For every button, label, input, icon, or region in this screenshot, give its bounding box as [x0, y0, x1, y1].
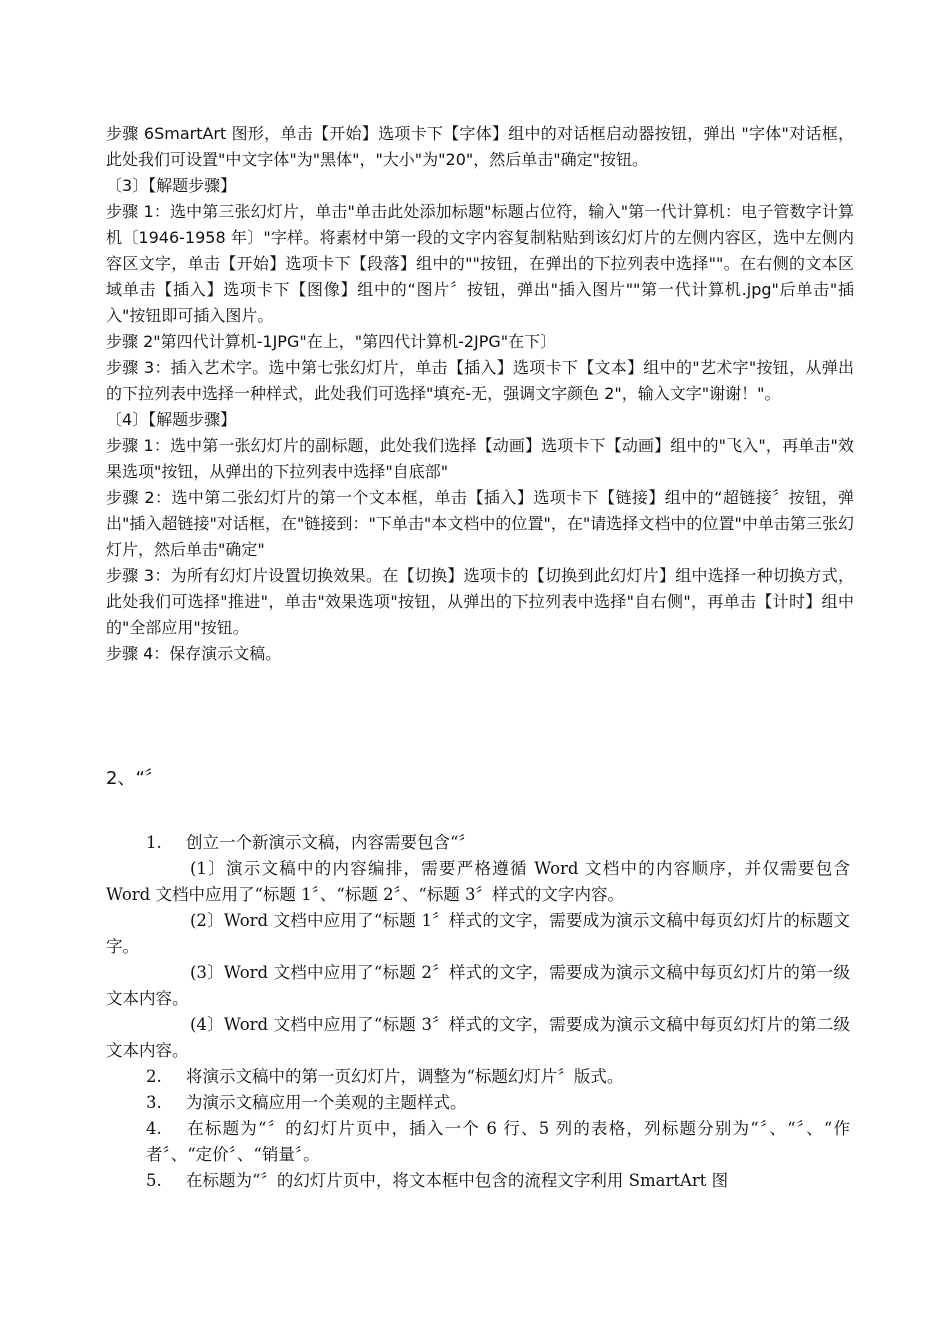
- step-6-paragraph: 步骤 6SmartArt 图形，单击【开始】选项卡下【字体】组中的对话框启动器按钮，弹出 "字体"对话框，此处我们可设置"中文字体"为"黑体"，"大小"为"20"，然后单击"确定"按钮。: [106, 124, 854, 169]
- list-item: [106, 1168, 850, 1194]
- sub-item: (2〕Word 文档中应用了“标题 1〞样式的文字，需要成为演示文稿中每页幻灯片的标题文字。: [106, 911, 850, 956]
- list-item-text: 将演示文稿中的第一页幻灯片，调整为“标题幻灯片〞版式。: [186, 1067, 624, 1086]
- step-4-save-paragraph: 步骤 4：保存演示文稿。: [106, 644, 282, 663]
- list-item-number: 2.: [146, 1067, 162, 1086]
- list-item-text: 创立一个新演示文稿，内容需要包含“〞: [186, 833, 475, 852]
- step-3-transition-paragraph: 步骤 3：为所有幻灯片设置切换效果。在【切换】选项卡的【切换到此幻灯片】组中选择一种切换方式，此处我们可选择"推进"，单击"效果选项"按钮，从弹出的下拉列表中选择"自右侧"，再单击【计时】组中的"全部应用"按钮。: [106, 566, 854, 637]
- list-item: [106, 1116, 850, 1168]
- solution-steps-text: [106, 121, 854, 667]
- sub-item: (4〕Word 文档中应用了“标题 3〞样式的文字，需要成为演示文稿中每页幻灯片的第二级文本内容。: [106, 1015, 850, 1060]
- list-item-number: 3.: [146, 1093, 162, 1112]
- sub-item: (3〕Word 文档中应用了“标题 2〞样式的文字，需要成为演示文稿中每页幻灯片的第一级文本内容。: [106, 963, 850, 1008]
- list-item: [106, 830, 850, 856]
- step-1-animation-paragraph: 步骤 1：选中第一张幻灯片的副标题，此处我们选择【动画】选项卡下【动画】组中的"飞入"，再单击"效果选项"按钮，从弹出的下拉列表中选择"自底部": [106, 436, 854, 481]
- subsection-3-heading: 〔3〕【解题步骤】: [106, 176, 237, 195]
- list-item-text: 为演示文稿应用一个美观的主题样式。: [186, 1093, 467, 1112]
- list-item-text: 在标题为“〞的幻灯片页中，将文本框中包含的流程文字利用 SmartArt 图: [186, 1171, 729, 1190]
- step-3-paragraph: 步骤 3：插入艺术字。选中第七张幻灯片，单击【插入】选项卡下【文本】组中的"艺术字"按钮，从弹出的下拉列表中选择一种样式，此处我们可选择"填充-无，强调文字颜色 2"，输入文字"谢谢！"。: [106, 358, 854, 403]
- step-2-paragraph: 步骤 2"第四代计算机-1JPG"在上，"第四代计算机-2JPG"在下〕: [106, 332, 557, 351]
- list-item-number: 5.: [146, 1171, 162, 1190]
- task-requirements-list: [106, 830, 850, 1194]
- sub-item: (1〕演示文稿中的内容编排，需要严格遵循 Word 文档中的内容顺序，并仅需要包含 Word 文档中应用了“标题 1〞、“标题 2〞、“标题 3〞样式的文字内容。: [106, 859, 850, 904]
- list-item-number: 1.: [146, 833, 162, 852]
- step-2-hyperlink-paragraph: 步骤 2：选中第二张幻灯片的第一个文本框，单击【插入】选项卡下【链接】组中的“超链接〞按钮，弹出"插入超链接"对话框，在"链接到："下单击"本文档中的位置"，在"请选择文档中的位置"中单击第三张幻灯片，然后单击"确定": [106, 488, 854, 559]
- list-item-text: 在标题为“〞的幻灯片页中，插入一个 6 行、5 列的表格，列标题分别为“〞、“〞、“作者〞、“定价〞、“销量〞。: [146, 1119, 850, 1164]
- section-2-heading: 2、“〞: [106, 768, 163, 789]
- subsection-4-heading: 〔4〕【解题步骤】: [106, 410, 237, 429]
- list-item: [106, 1090, 850, 1116]
- list-item: [106, 1064, 850, 1090]
- list-item-number: 4.: [146, 1119, 162, 1138]
- step-1-paragraph: 步骤 1：选中第三张幻灯片，单击"单击此处添加标题"标题占位符，输入"第一代计算机：电子管数字计算机〔1946-1958 年〕"字样。将素材中第一段的文字内容复制粘贴到该幻灯片的左侧内容区，选中左侧内容区文字，单击【开始】选项卡下【段落】组中的""按钮，在弹出的下拉列表中选择""。在右侧的文本区域单击【插入】选项卡下【图像】组中的“图片〞按钮，弹出"插入图片""第一代计算机.jpg"后单击"插入"按钮即可插入图片。: [106, 202, 854, 325]
